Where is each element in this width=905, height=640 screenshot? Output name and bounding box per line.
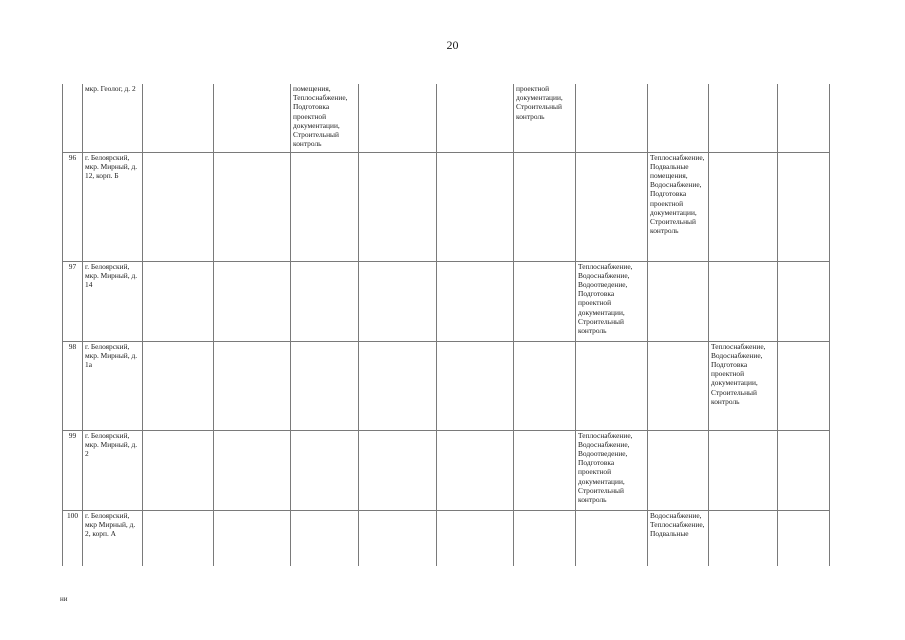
row-number-cell: 98 xyxy=(63,341,83,430)
work-type-cell: Теплоснабжение, Водоснабжение, Подготовка проектной документации, Строительный контроль xyxy=(709,341,778,430)
work-type-cell xyxy=(514,152,576,261)
work-type-cell xyxy=(143,261,214,341)
work-type-cell xyxy=(778,510,830,566)
work-type-cell xyxy=(291,261,359,341)
address-cell: г. Белоярский, мкр. Мирный, д. 14 xyxy=(83,261,143,341)
table-row xyxy=(63,341,830,430)
address-cell: г. Белоярский, мкр. Мирный, д. 2 xyxy=(83,430,143,510)
work-type-cell xyxy=(576,152,648,261)
work-type-cell xyxy=(709,430,778,510)
address-cell: г. Белоярский, мкр Мирный, д. 2, корп. А xyxy=(83,510,143,566)
work-type-cell xyxy=(359,84,437,152)
work-type-cell xyxy=(709,152,778,261)
work-type-cell xyxy=(359,430,437,510)
table-row xyxy=(63,430,830,510)
work-type-cell xyxy=(214,430,291,510)
work-type-cell xyxy=(437,341,514,430)
work-type-cell xyxy=(576,341,648,430)
work-type-cell: Теплоснабжение, Водоснабжение, Водоотведение, Подготовка проектной документации, Строительный контроль xyxy=(576,261,648,341)
work-type-cell xyxy=(214,261,291,341)
work-type-cell xyxy=(143,341,214,430)
table-row xyxy=(63,510,830,566)
work-type-cell xyxy=(143,510,214,566)
work-type-cell xyxy=(359,152,437,261)
work-type-cell: помещения, Теплоснабжение, Подготовка проектной документации, Строительный контроль xyxy=(291,84,359,152)
work-type-cell xyxy=(214,510,291,566)
work-type-cell: Теплоснабжение, Водоснабжение, Водоотведение, Подготовка проектной документации, Строительный контроль xyxy=(576,430,648,510)
work-type-cell xyxy=(576,510,648,566)
work-type-cell xyxy=(291,152,359,261)
work-type-cell xyxy=(648,261,709,341)
work-type-cell xyxy=(359,510,437,566)
work-type-cell xyxy=(778,430,830,510)
address-cell: мкр. Геолог, д. 2 xyxy=(83,84,143,152)
work-type-cell xyxy=(514,261,576,341)
work-type-cell xyxy=(437,430,514,510)
page-number: 20 xyxy=(446,38,459,52)
work-type-cell xyxy=(291,430,359,510)
work-type-cell xyxy=(214,84,291,152)
work-type-cell xyxy=(514,510,576,566)
work-type-cell: Теплоснабжение, Подвальные помещения, Водоснабжение, Подготовка проектной документации, Строительный контроль xyxy=(648,152,709,261)
row-number-cell: 97 xyxy=(63,261,83,341)
work-type-cell xyxy=(709,261,778,341)
work-type-cell xyxy=(778,152,830,261)
work-type-cell xyxy=(143,152,214,261)
work-type-cell xyxy=(291,341,359,430)
work-type-cell: проектной документации, Строительный контроль xyxy=(514,84,576,152)
work-type-cell xyxy=(437,84,514,152)
address-cell: г. Белоярский, мкр. Мирный, д. 1а xyxy=(83,341,143,430)
work-type-cell xyxy=(778,84,830,152)
work-type-cell xyxy=(437,261,514,341)
table-row xyxy=(63,84,830,152)
table-row xyxy=(63,152,830,261)
work-type-cell xyxy=(648,341,709,430)
capital-repair-schedule-table xyxy=(62,84,830,566)
work-type-cell xyxy=(214,152,291,261)
work-type-cell xyxy=(709,84,778,152)
row-number-cell: 100 xyxy=(63,510,83,566)
work-type-cell xyxy=(437,152,514,261)
work-type-cell xyxy=(214,341,291,430)
table-body xyxy=(63,84,830,566)
row-number-cell xyxy=(63,84,83,152)
work-type-cell xyxy=(359,261,437,341)
work-type-cell xyxy=(143,84,214,152)
work-type-cell xyxy=(778,261,830,341)
work-type-cell xyxy=(778,341,830,430)
address-cell: г. Белоярский, мкр. Мирный, д. 12, корп. Б xyxy=(83,152,143,261)
work-type-cell xyxy=(648,84,709,152)
work-type-cell xyxy=(291,510,359,566)
work-type-cell xyxy=(514,430,576,510)
work-type-cell: Водоснабжение, Теплоснабжение, Подвальные xyxy=(648,510,709,566)
footer-mark: ни xyxy=(60,595,68,603)
work-type-cell xyxy=(648,430,709,510)
work-type-cell xyxy=(576,84,648,152)
row-number-cell: 99 xyxy=(63,430,83,510)
work-type-cell xyxy=(514,341,576,430)
work-type-cell xyxy=(143,430,214,510)
work-type-cell xyxy=(709,510,778,566)
table-row xyxy=(63,261,830,341)
row-number-cell: 96 xyxy=(63,152,83,261)
work-type-cell xyxy=(437,510,514,566)
work-type-cell xyxy=(359,341,437,430)
